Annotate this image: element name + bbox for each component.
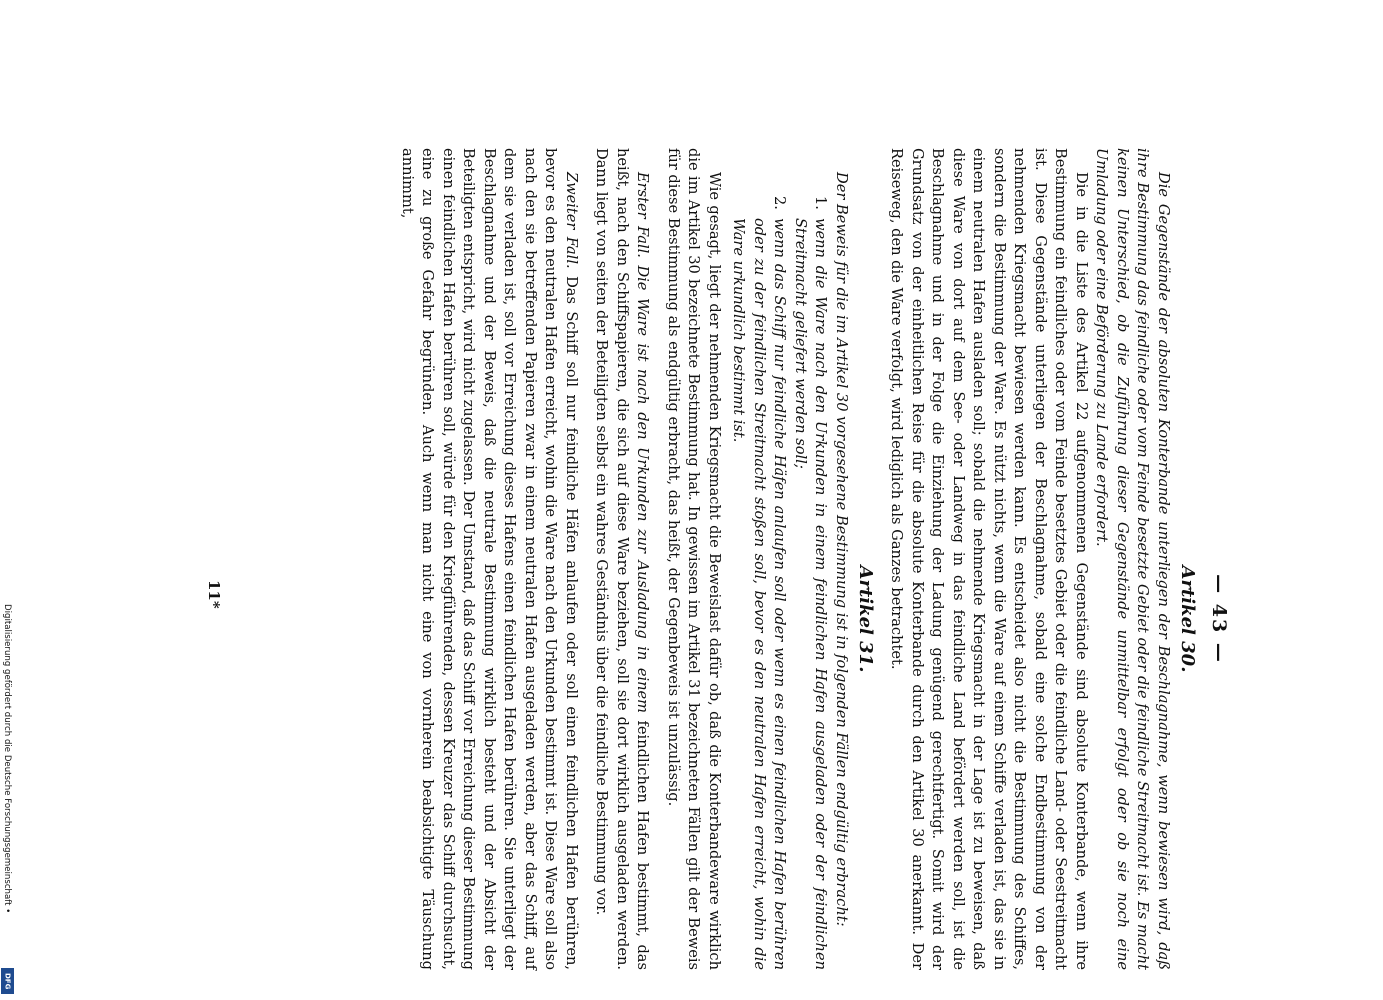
dfg-logo: DFG xyxy=(1,968,14,994)
list-item-text: wenn das Schiff nur feindliche Häfen anlaufen soll oder wenn es einen feindlichen Hafen berühren oder zu der feindlichen Streitmacht stoßen soll, bevor es den neutralen Hafen erreicht, wohin die Ware urkundlich bestimmt ist. xyxy=(730,218,789,970)
attribution-text: Digitalisierung gefördert durch die Deutsche Forschungsgemeinschaft • xyxy=(2,604,12,914)
article-30-paragraph-2: Die in die Liste des Artikel 22 aufgenommenen Gegenstände sind absolute Konterbande, wenn ihre Bestimmung ein feindliches oder vom Feinde besetztes Gebiet oder die feindliche Land- oder Seestreitmacht ist. Diese Gegenstände unterliegen der Beschlagnahme, sobald eine solche Endbestimmung von der nehmenden Kriegsmacht bewiesen werden kann. Es entscheidet also nicht die Bestimmung des Schiffes, sondern die Bestimmung der Ware. Es nützt nichts, wenn die Ware auf einem Schiffe verladen ist, das sie in einem neutralen Hafen ausladen soll; sobald die nehmende Kriegsmacht in der Lage ist zu beweisen, daß diese Ware von dort auf dem See- oder Landweg in das feindliche Land befördert werden soll, ist die Beschlagnahme und in der Folge die Einziehung der Ladung genügend gerechtfertigt. Somit wird der Grundsatz von der einheitlichen Reise für die absolute Konterbande durch den Artikel 30 anerkannt. Der Reiseweg, den die Ware verfolgt, wird lediglich als Ganzes betrachtet. xyxy=(888,148,1090,970)
case-1-italic-text: Die Ware ist nach den Urkunden zur Ausladung in einem xyxy=(634,265,652,713)
scanned-page xyxy=(128,0,1238,1000)
case-2-label: Zweiter Fall. xyxy=(563,172,580,269)
case-2-text: Das Schiff soll nur feindliche Häfen anlaufen oder soll einen feindlichen Hafen berühren, bevor es den neutralen Hafen erreicht, wohin die Ware nach den Urkunden bestimmt ist. Diese Ware soll also nach den sie betreffenden Papieren zwar in einem neutralen Hafen ausgeladen werden, aber das Schiff, auf dem sie verladen ist, soll vor Erreichung dieses Hafens einen feindlichen Hafen berühren. Sie unterliegt der Beschlagnahme und der Beweis, daß die neutrale Bestimmung wirklich besteht und der Absicht der Beteiligten entspricht, wird nicht zugelassen. Der Umstand, daß das Schiff vor Erreichung dieser Bestimmung einen feindlichen Hafen berühren soll, würde für den Kriegführenden, dessen Kreuzer das Schiff durchsucht, eine zu große Gefahr begründen. Auch wenn man nicht eine von vornherein beabsichtigte Täuschung annimmt, xyxy=(399,148,580,970)
article-31-intro: Der Beweis für die im Artikel 30 vorgesehene Bestimmung ist in folgenden Fällen endgültig erbracht: xyxy=(833,172,850,927)
article-30-paragraph-1: Die Gegenstände der absoluten Konterbande unterliegen der Beschlagnahme, wenn bewiesen wird, daß ihre Bestimmung das feindliche oder vom Feinde besetzte Gebiet oder die feindliche Streitmacht ist. Es macht keinen Unterschied, ob die Zuführung dieser Gegenstände unmittelbar erfolgt oder ob sie noch eine Umladung oder eine Beförderung zu Lande erfordert. xyxy=(1093,148,1172,970)
article-31-paragraph-1: Wie gesagt, liegt der nehmenden Kriegsmacht die Beweislast dafür ob, daß die Konterbandeware wirklich die im Artikel 30 bezeichnete Bestimmung hat. In gewissen im Artikel 31 bezeichneten Fällen gilt der Beweis für diese Bestimmung als endgültig erbracht, das heißt, der Gegenbeweis ist unzulässig. xyxy=(665,148,723,970)
list-item xyxy=(790,148,831,970)
list-item-number: 2. xyxy=(771,196,789,210)
case-1-label: Erster Fall. xyxy=(634,172,652,258)
signature-mark: 11* xyxy=(205,580,223,609)
list-item-number: 1. xyxy=(812,196,830,210)
case-1-text: feindlichen Hafen bestimmt, das heißt, nach den Schiffspapieren, die sich auf diese Ware beziehen, soll sie dort wirklich ausgeladen werden. Dann liegt von seiten der Beteiligten selbst ein wahres Geständnis über die feindliche Bestimmung vor. xyxy=(593,148,652,970)
article-31-case-1 xyxy=(591,148,653,970)
article-31-heading: Artikel 31. xyxy=(855,565,876,673)
page-number: — 43 — xyxy=(1208,574,1230,664)
article-30-heading: Artikel 30. xyxy=(1177,565,1198,673)
article-31-case-2 xyxy=(397,148,582,970)
article-31-list xyxy=(728,148,831,970)
list-item-text: wenn die Ware nach den Urkunden in einem feindlichen Hafen ausgeladen oder der feindlichen Streitmacht geliefert werden soll; xyxy=(792,218,830,970)
margin-attribution xyxy=(0,0,14,1000)
list-item xyxy=(728,148,790,970)
